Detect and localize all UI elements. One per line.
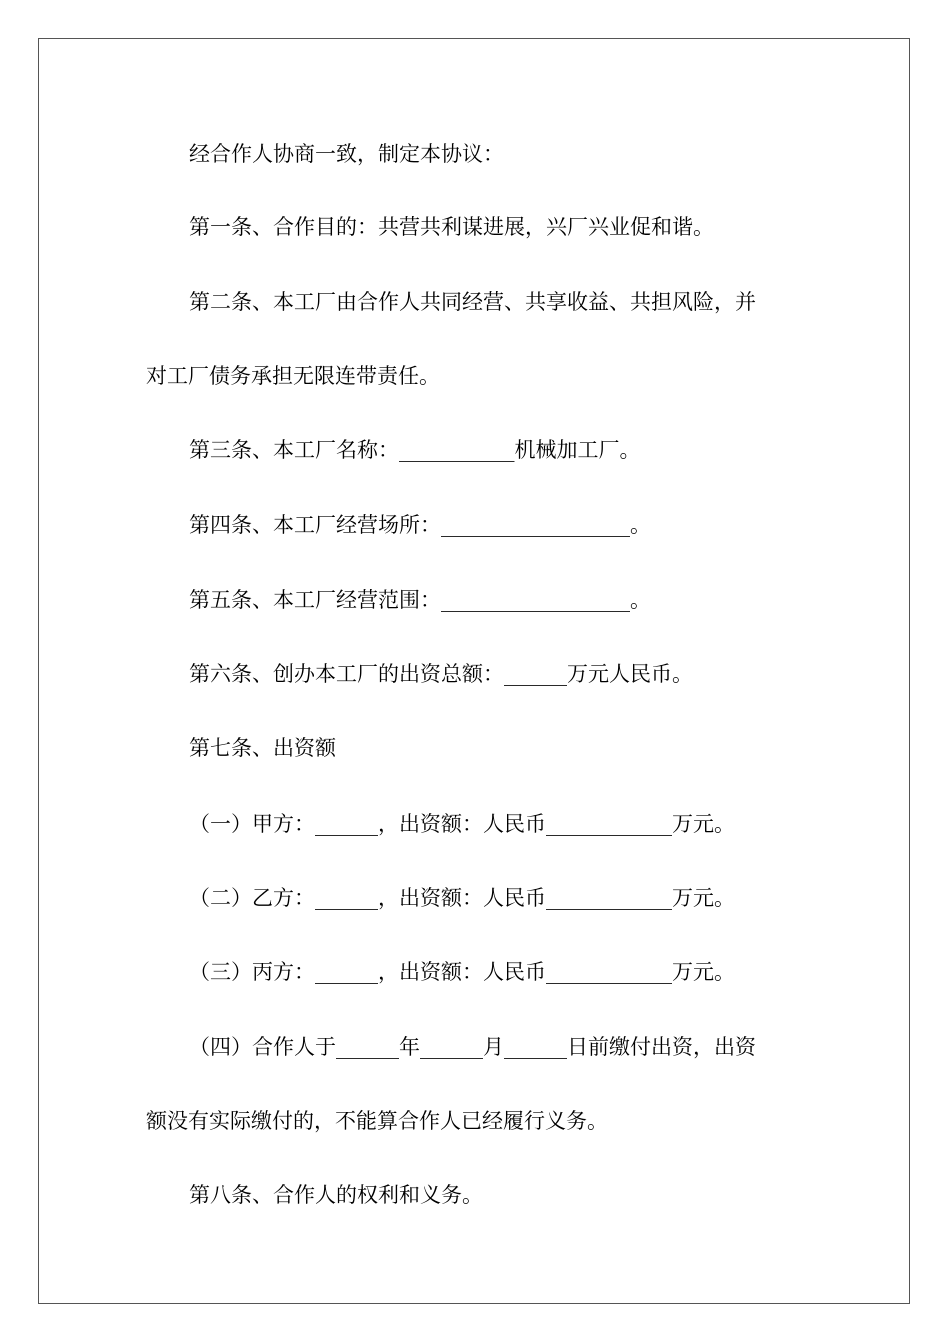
article-2-line-2: 对工厂债务承担无限连带责任。	[146, 364, 440, 388]
article-4-line: 第四条、本工厂经营场所：__________________。	[189, 513, 651, 537]
article-7-heading: 第七条、出资额	[189, 736, 336, 760]
article-1-line: 第一条、合作目的：共营共利谋进展，兴厂兴业促和谐。	[189, 215, 714, 239]
article-7-item-4-line-2: 额没有实际缴付的，不能算合作人已经履行义务。	[146, 1109, 608, 1133]
article-7-item-4-line-1: （四）合作人于______年______月______日前缴付出资，出资	[189, 1035, 756, 1059]
article-6-line: 第六条、创办本工厂的出资总额：______万元人民币。	[189, 662, 693, 686]
article-8-line: 第八条、合作人的权利和义务。	[189, 1183, 483, 1207]
article-7-item-3: （三）丙方：______，出资额：人民币____________万元。	[189, 960, 735, 984]
article-7-item-2: （二）乙方：______，出资额：人民币____________万元。	[189, 886, 735, 910]
article-5-line: 第五条、本工厂经营范围：__________________。	[189, 588, 651, 612]
preamble-line: 经合作人协商一致，制定本协议：	[189, 142, 504, 166]
article-2-line-1: 第二条、本工厂由合作人共同经营、共享收益、共担风险，并	[189, 290, 756, 314]
article-7-item-1: （一）甲方：______，出资额：人民币____________万元。	[189, 812, 735, 836]
article-3-line: 第三条、本工厂名称：___________机械加工厂。	[189, 438, 641, 462]
